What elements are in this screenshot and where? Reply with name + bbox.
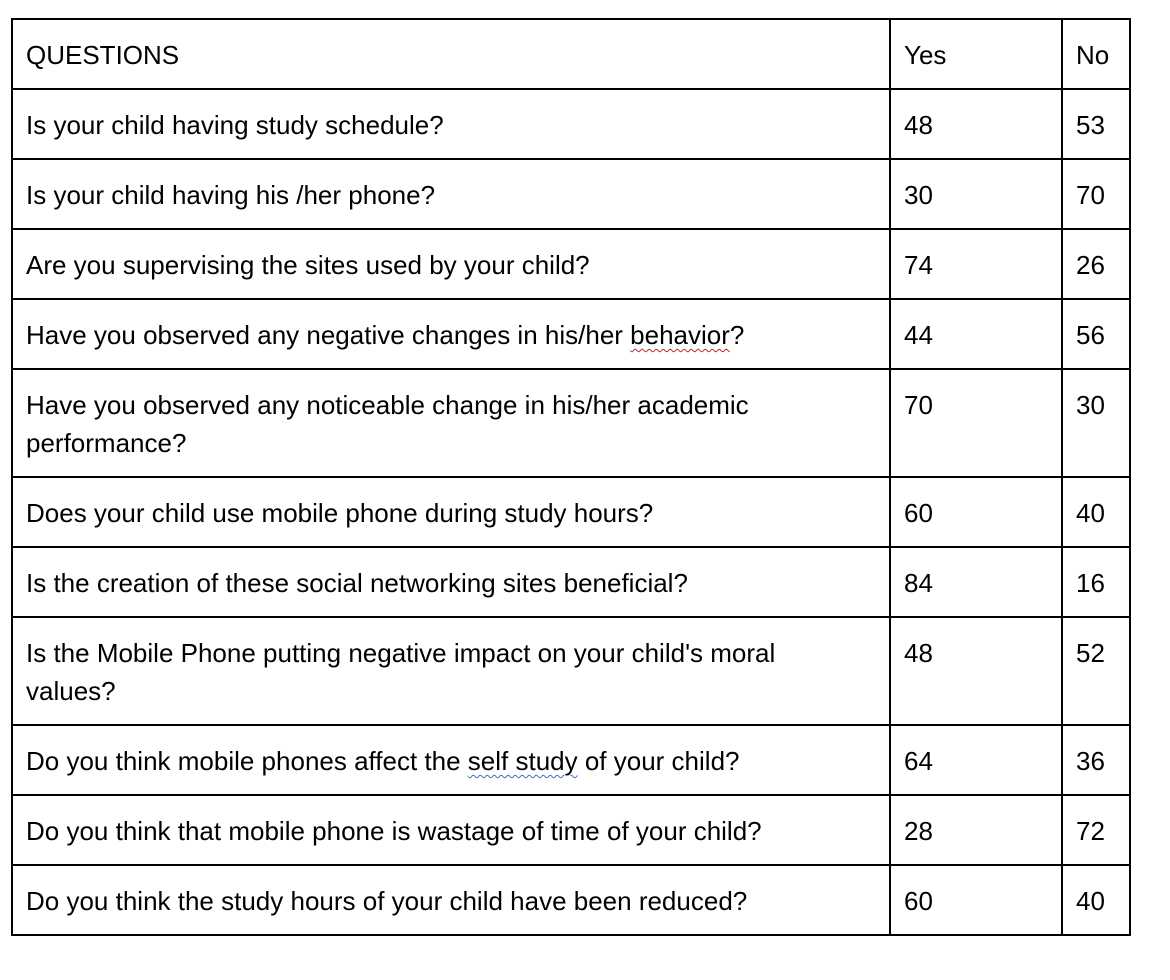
question-text: ? bbox=[729, 320, 745, 350]
yes-cell: 60 bbox=[890, 477, 1062, 547]
no-cell: 40 bbox=[1062, 865, 1130, 935]
no-cell: 36 bbox=[1062, 725, 1130, 795]
no-cell: 40 bbox=[1062, 477, 1130, 547]
question-cell: Do you think the study hours of your child have been reduced? bbox=[12, 865, 890, 935]
table-row bbox=[12, 477, 1130, 547]
question-cell: Do you think that mobile phone is wastage of time of your child? bbox=[12, 795, 890, 865]
question-cell: Does your child use mobile phone during study hours? bbox=[12, 477, 890, 547]
question-cell: Is the Mobile Phone putting negative impact on your child's moral values? bbox=[12, 617, 890, 725]
table-row bbox=[12, 617, 1130, 725]
table-row bbox=[12, 725, 1130, 795]
table-row bbox=[12, 865, 1130, 935]
header-yes: Yes bbox=[890, 19, 1062, 89]
table-row bbox=[12, 547, 1130, 617]
question-text: Do you think mobile phones affect the bbox=[26, 746, 468, 776]
header-no: No bbox=[1062, 19, 1130, 89]
table-row bbox=[12, 795, 1130, 865]
yes-cell: 60 bbox=[890, 865, 1062, 935]
yes-cell: 84 bbox=[890, 547, 1062, 617]
no-cell: 52 bbox=[1062, 617, 1130, 725]
table-header-row bbox=[12, 19, 1130, 89]
no-cell: 53 bbox=[1062, 89, 1130, 159]
spellcheck-marked-word: behavior bbox=[630, 320, 730, 350]
table-row bbox=[12, 89, 1130, 159]
yes-cell: 48 bbox=[890, 617, 1062, 725]
question-cell bbox=[12, 725, 890, 795]
yes-cell: 44 bbox=[890, 299, 1062, 369]
question-cell: Are you supervising the sites used by your child? bbox=[12, 229, 890, 299]
question-cell: Is your child having his /her phone? bbox=[12, 159, 890, 229]
yes-cell: 70 bbox=[890, 369, 1062, 477]
no-cell: 70 bbox=[1062, 159, 1130, 229]
table-row bbox=[12, 229, 1130, 299]
no-cell: 26 bbox=[1062, 229, 1130, 299]
question-cell: Have you observed any noticeable change in his/her academic performance? bbox=[12, 369, 890, 477]
table-row bbox=[12, 369, 1130, 477]
question-text: Have you observed any negative changes in his/her bbox=[26, 320, 631, 350]
yes-cell: 28 bbox=[890, 795, 1062, 865]
no-cell: 72 bbox=[1062, 795, 1130, 865]
no-cell: 56 bbox=[1062, 299, 1130, 369]
table-row bbox=[12, 159, 1130, 229]
table-row bbox=[12, 299, 1130, 369]
yes-cell: 74 bbox=[890, 229, 1062, 299]
grammar-marked-phrase: self study bbox=[467, 746, 578, 776]
yes-cell: 64 bbox=[890, 725, 1062, 795]
question-text: of your child? bbox=[577, 746, 740, 776]
yes-cell: 48 bbox=[890, 89, 1062, 159]
question-cell: Is the creation of these social networking sites beneficial? bbox=[12, 547, 890, 617]
question-cell: Is your child having study schedule? bbox=[12, 89, 890, 159]
no-cell: 16 bbox=[1062, 547, 1130, 617]
survey-table bbox=[11, 18, 1131, 936]
header-questions: QUESTIONS bbox=[12, 19, 890, 89]
no-cell: 30 bbox=[1062, 369, 1130, 477]
yes-cell: 30 bbox=[890, 159, 1062, 229]
question-cell bbox=[12, 299, 890, 369]
